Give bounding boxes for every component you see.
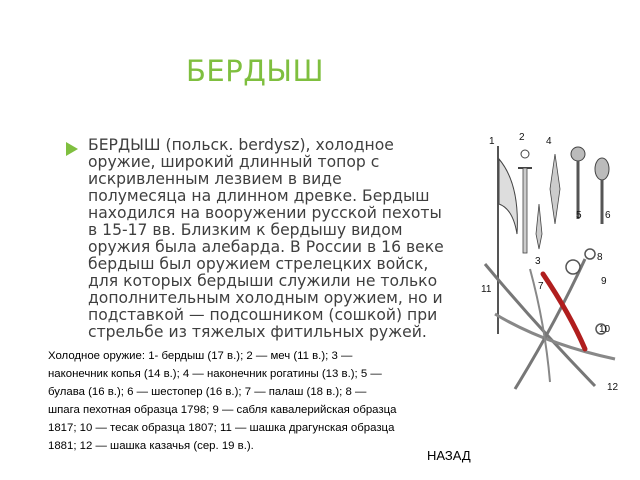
weapons-illustration — [475, 124, 625, 396]
body-text: БЕРДЫШ (польск. berdysz), холодное оружие, широкий длинный топор с искривленным лезвием в виде полумесяца на длинном древке. Бердыш находился на вооружении русской пехоты в 15-17 вв. Близким к бердышу видом оружия была алебарда. В России в 16 веке бердыш был оружием стрелецких войск, для которых бердыши служили не только дополнительным холодным оружием, но и подставкой — подсошником (сошкой) при стрельбе из тяжелых фитильных ружей. — [88, 136, 444, 341]
figure-number: 6 — [605, 210, 611, 221]
figure-number: 7 — [538, 281, 544, 292]
figure-number: 2 — [519, 132, 525, 143]
bullet-arrow-icon — [66, 142, 78, 156]
figure-number: 8 — [597, 252, 603, 263]
figure-number: 4 — [546, 136, 552, 147]
figure-number: 1 — [489, 136, 495, 147]
figure-number: 11 — [481, 284, 492, 295]
back-link[interactable]: НАЗАД — [427, 448, 471, 463]
figure-number: 10 — [599, 324, 611, 335]
slide-title: БЕРДЫШ — [186, 54, 324, 88]
figure-number: 5 — [576, 210, 582, 221]
figure-caption: Холодное оружие: 1- бердыш (17 в.); 2 — меч (11 в.); 3 — наконечник копья (14 в.); 4 — наконечник рогатины (13 в.); 5 — булава (16 в.); 6 — шестопер (16 в.); 7 — палаш (18 в.); 8 — шпага пехотная образца 1798; 9 — сабля кавалерийская образца 1817; 10 — тесак образца 1807; 11 — шашка драгунская образца 1881; 12 — шашка казачья (сер. 19 в.). — [48, 350, 397, 452]
figure-number: 3 — [535, 256, 541, 267]
figure-number: 9 — [601, 276, 607, 287]
figure-number: 12 — [607, 382, 619, 393]
